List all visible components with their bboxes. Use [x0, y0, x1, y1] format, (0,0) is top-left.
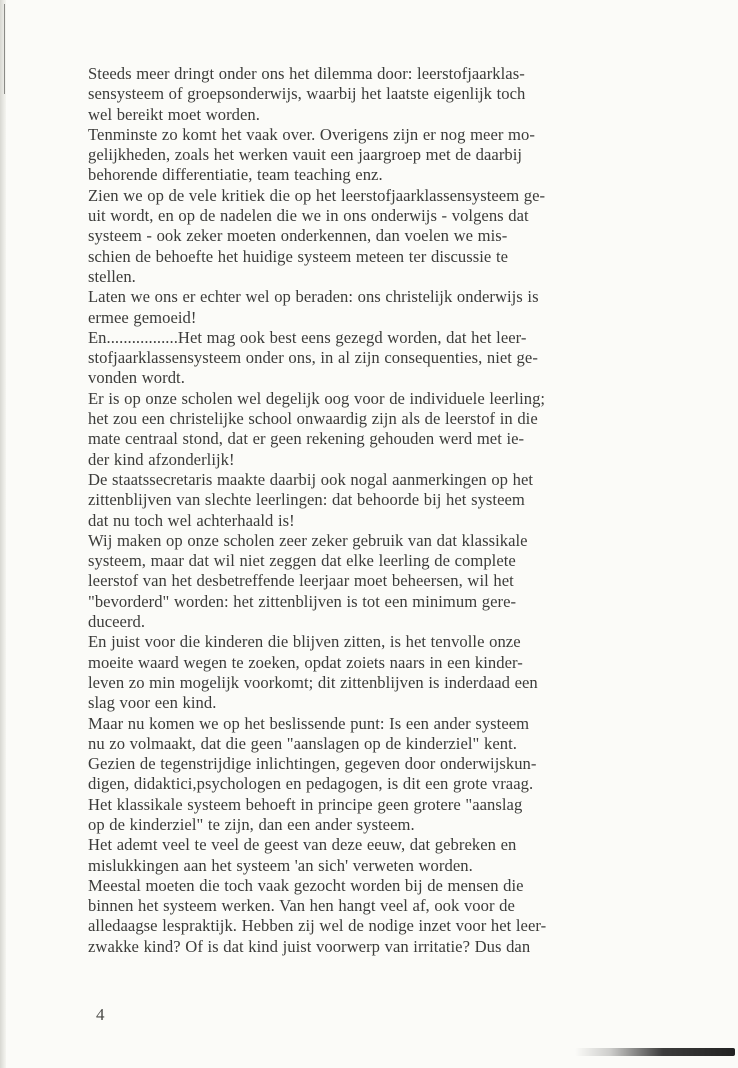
text-line: digen, didaktici,psychologen en pedagogen, is dit een grote vraag. — [88, 774, 534, 794]
text-line: wel bereikt moet worden. — [88, 104, 260, 124]
text-line: Meestal moeten die toch vaak gezocht worden bij de mensen die — [88, 875, 524, 895]
text-line: vonden wordt. — [88, 368, 185, 388]
text-line: behorende differentiatie, team teaching enz. — [88, 165, 383, 185]
page-number: 4 — [96, 1005, 105, 1024]
text-line: mislukkingen aan het systeem 'an sich' verweten worden. — [88, 855, 473, 875]
text-line: "bevorderd" worden: het zittenblijven is tot een minimum gere- — [88, 591, 517, 611]
text-line: mate centraal stond, dat er geen rekening gehouden werd met ie- — [88, 429, 525, 449]
body-text — [88, 64, 698, 957]
text-line: zittenblijven van slechte leerlingen: dat behoorde bij het systeem — [88, 490, 525, 510]
text-line: zwakke kind? Of is dat kind juist voorwerp van irritatie? Dus dan — [88, 936, 531, 956]
text-line: moeite waard wegen te zoeken, opdat zoiets naars in een kinder- — [88, 652, 523, 672]
text-line: alledaagse lespraktijk. Hebben zij wel de nodige inzet voor het leer- — [88, 916, 547, 936]
text-line: duceerd. — [88, 612, 146, 632]
text-line: binnen het systeem werken. Van hen hangt veel af, ook voor de — [88, 896, 515, 916]
text-line: En juist voor die kinderen die blijven zitten, is het tenvolle onze — [88, 632, 521, 652]
text-line: Er is op onze scholen wel degelijk oog voor de individuele leerling; — [88, 388, 546, 408]
text-line: stellen. — [88, 266, 136, 286]
text-line: Laten we ons er echter wel op beraden: ons christelijk onderwijs is — [88, 287, 539, 307]
text-line: systeem - ook zeker moeten onderkennen, dan voelen we mis- — [88, 226, 508, 246]
text-line: gelijkheden, zoals het werken vauit een jaargroep met de daarbij — [88, 145, 523, 165]
text-line: En.................Het mag ook best eens gezegd worden, dat het leer- — [88, 327, 527, 347]
text-line: op de kinderziel" te zijn, dan een ander systeem. — [88, 814, 415, 834]
text-line: Tenminste zo komt het vaak over. Overigens zijn er nog meer mo- — [88, 124, 535, 144]
text-line: Steeds meer dringt onder ons het dilemma door: leerstofjaarklas- — [88, 64, 525, 83]
text-line: De staatssecretaris maakte daarbij ook nogal aanmerkingen op het — [88, 469, 534, 489]
text-line: Zien we op de vele kritiek die op het leerstofjaarklassensysteem ge- — [88, 185, 546, 205]
text-line: sensysteem of groepsonderwijs, waarbij het laatste eigenlijk toch — [88, 84, 526, 104]
text-line: leerstof van het desbetreffende leerjaar moet beheersen, wil het — [88, 571, 514, 591]
scan-edge — [0, 0, 6, 1068]
scan-bottom-bar — [575, 1048, 735, 1056]
text-line: het zou een christelijke school onwaardig zijn als de leerstof in die — [88, 409, 538, 429]
text-line: uit wordt, en op de nadelen die we in ons onderwijs - volgens dat — [88, 206, 529, 226]
text-line: leven zo min mogelijk voorkomt; dit zittenblijven is inderdaad een — [88, 672, 538, 692]
text-line: systeem, maar dat wil niet zeggen dat elke leerling de complete — [88, 551, 516, 571]
scan-margin-mark — [4, 4, 5, 94]
text-line: dat nu toch wel achterhaald is! — [88, 510, 295, 530]
text-line: Het ademt veel te veel de geest van deze eeuw, dat gebreken en — [88, 835, 517, 855]
text-line: nu zo volmaakt, dat die geen "aanslagen op de kinderziel" kent. — [88, 733, 517, 753]
text-line: stofjaarklassensysteem onder ons, in al zijn consequenties, niet ge- — [88, 348, 538, 368]
text-line: Gezien de tegenstrijdige inlichtingen, gegeven door onderwijskun- — [88, 754, 537, 774]
text-line: Wij maken op onze scholen zeer zeker gebruik van dat klassikale — [88, 530, 528, 550]
text-line: slag voor een kind. — [88, 693, 217, 713]
text-line: ermee gemoeid! — [88, 307, 197, 327]
text-line: schien de behoefte het huidige systeem meteen ter discussie te — [88, 246, 509, 266]
text-line: Het klassikale systeem behoeft in principe geen grotere "aanslag — [88, 794, 523, 814]
text-line: Maar nu komen we op het beslissende punt: Is een ander systeem — [88, 713, 530, 733]
text-line: der kind afzonderlijk! — [88, 449, 235, 469]
